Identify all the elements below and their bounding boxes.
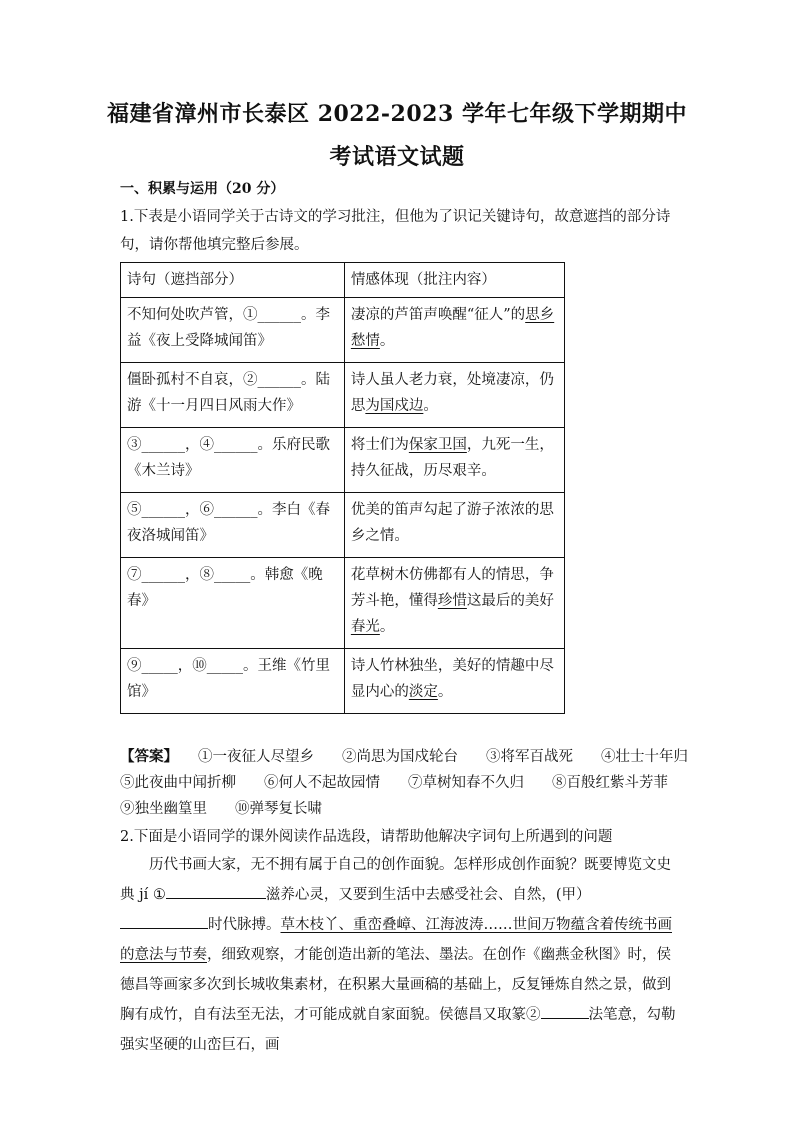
answer-label: 【答案】 bbox=[120, 748, 178, 765]
poem-cell: 僵卧孤村不自哀，②______。陆游《十一月四日风雨大作》 bbox=[121, 363, 345, 428]
answer-item: ⑧百般红紫斗芳菲 bbox=[552, 775, 668, 791]
reading-passage bbox=[120, 850, 676, 1060]
table-row bbox=[121, 363, 565, 428]
note-underlined: 为国戍边 bbox=[365, 398, 424, 414]
note-text: 凄凉的芦笛声唤醒“征人”的 bbox=[350, 307, 526, 323]
passage-text: 时代脉搏。 bbox=[208, 917, 281, 933]
note-text: 花草树木仿佛都有人的情思，争芳斗艳，懂得 bbox=[350, 567, 554, 609]
answer-item: ⑨独坐幽篁里 bbox=[120, 801, 207, 817]
poem-annotation-table bbox=[120, 262, 565, 714]
answer-item: ③将军百战死 bbox=[486, 749, 573, 765]
table-row bbox=[121, 428, 565, 493]
answer-item: ②尚思为国戍轮台 bbox=[342, 749, 458, 765]
note-text: 。 bbox=[379, 619, 395, 635]
section-heading: 一、积累与运用（20 分） bbox=[120, 181, 285, 197]
note-text: 将士们为 bbox=[350, 437, 409, 453]
note-underlined: 淡定 bbox=[408, 684, 438, 700]
table-row bbox=[121, 493, 565, 558]
note-text: ，九死一生，持久征战，历尽艰辛。 bbox=[350, 437, 554, 479]
answer-line-3 bbox=[120, 796, 700, 822]
passage-text: 历代书画大家，无不拥有属于自己的创作面貌。怎样形成创作面貌？既要博览文史典 jí ① bbox=[120, 857, 671, 903]
passage-text: 滋养心灵，又要到生活中去感受社会、自然，(甲） bbox=[265, 887, 591, 903]
note-cell bbox=[344, 649, 564, 714]
note-underlined: 思乡愁情 bbox=[350, 307, 555, 349]
note-underlined: 珍惜 bbox=[437, 593, 467, 609]
note-text: 诗人虽人老力衰，处境凄凉，仍思 bbox=[350, 372, 554, 414]
note-cell bbox=[344, 298, 564, 363]
note-text: 。 bbox=[379, 333, 395, 349]
note-underlined: 保家卫国 bbox=[408, 437, 467, 453]
document-title-line2: 考试语文试题 bbox=[329, 144, 465, 170]
answer-item: ④壮士十年归 bbox=[601, 749, 688, 765]
note-cell bbox=[344, 363, 564, 428]
answer-item: ⑥何人不起故园情 bbox=[264, 775, 380, 791]
passage-text: 法笔意，勾勒强实坚硬的山峦巨石，画 bbox=[120, 1007, 676, 1053]
note-text: 这最后的美好 bbox=[466, 593, 554, 609]
table-row bbox=[121, 558, 565, 649]
note-text: 。 bbox=[437, 684, 453, 700]
note-text: 诗人竹林独坐，美好的情趣中尽显内心的 bbox=[350, 658, 554, 700]
poem-cell: ⑨_____，⑩_____。王维《竹里馆》 bbox=[121, 649, 345, 714]
poem-cell: ⑦______，⑧_____。韩愈《晚春》 bbox=[121, 558, 345, 649]
fill-blank-1 bbox=[166, 882, 266, 899]
table-row bbox=[121, 298, 565, 363]
note-cell bbox=[344, 558, 564, 649]
table-header-cell: 诗句（遮挡部分） bbox=[121, 263, 345, 298]
table-row bbox=[121, 649, 565, 714]
note-text: 。 bbox=[423, 398, 438, 414]
answer-item: ①一夜征人尽望乡 bbox=[198, 749, 314, 765]
passage-underlined-sentence: 草木枝丫、重峦叠嶂、江海波涛……世间万物蕴含着传统书画的意法与节奏 bbox=[120, 917, 672, 963]
poem-cell: 不知何处吹芦管，①______。李益《夜上受降城闻笛》 bbox=[121, 298, 345, 363]
answer-line-2 bbox=[120, 770, 700, 796]
answer-item: ⑦草树知春不久归 bbox=[408, 775, 524, 791]
question-2-stem: 2.下面是小语同学的课外阅读作品选段，请帮助他解决字词句上所遇到的问题 bbox=[120, 829, 613, 845]
table-header-cell: 情感体现（批注内容） bbox=[344, 263, 564, 298]
answer-line-1 bbox=[120, 744, 700, 770]
answer-item: ⑩弹琴复长啸 bbox=[235, 801, 322, 817]
passage-text: ，细致观察，才能创造出新的笔法、墨法。在创作《幽燕金秋图》时，侯德昌等画家多次到长城收集素材，在积累大量画稿的基础上，反复锤炼自然之景，做到胸有成竹，自有法至无法，才可能成就自家面貌。侯德昌又取篆② bbox=[120, 947, 671, 1023]
table-header-row bbox=[121, 263, 565, 298]
poem-cell: ⑤______，⑥______。李白《春夜洛城闻笛》 bbox=[121, 493, 345, 558]
fill-blank-2 bbox=[541, 1002, 589, 1019]
answer-item: ⑤此夜曲中闻折柳 bbox=[120, 775, 236, 791]
note-cell bbox=[344, 428, 564, 493]
poem-cell: ③______，④______。乐府民歌《木兰诗》 bbox=[121, 428, 345, 493]
question-1-stem: 1.下表是小语同学关于古诗文的学习批注，但他为了识记关键诗句，故意遮挡的部分诗句，请你帮他填完整后参展。 bbox=[120, 209, 671, 253]
document-title-line1: 福建省漳州市长泰区 2022-2023 学年七年级下学期期中 bbox=[107, 101, 687, 127]
note-cell: 优美的笛声勾起了游子浓浓的思乡之情。 bbox=[344, 493, 564, 558]
fill-blank-jia bbox=[120, 912, 208, 929]
note-underlined: 春光 bbox=[350, 619, 380, 635]
